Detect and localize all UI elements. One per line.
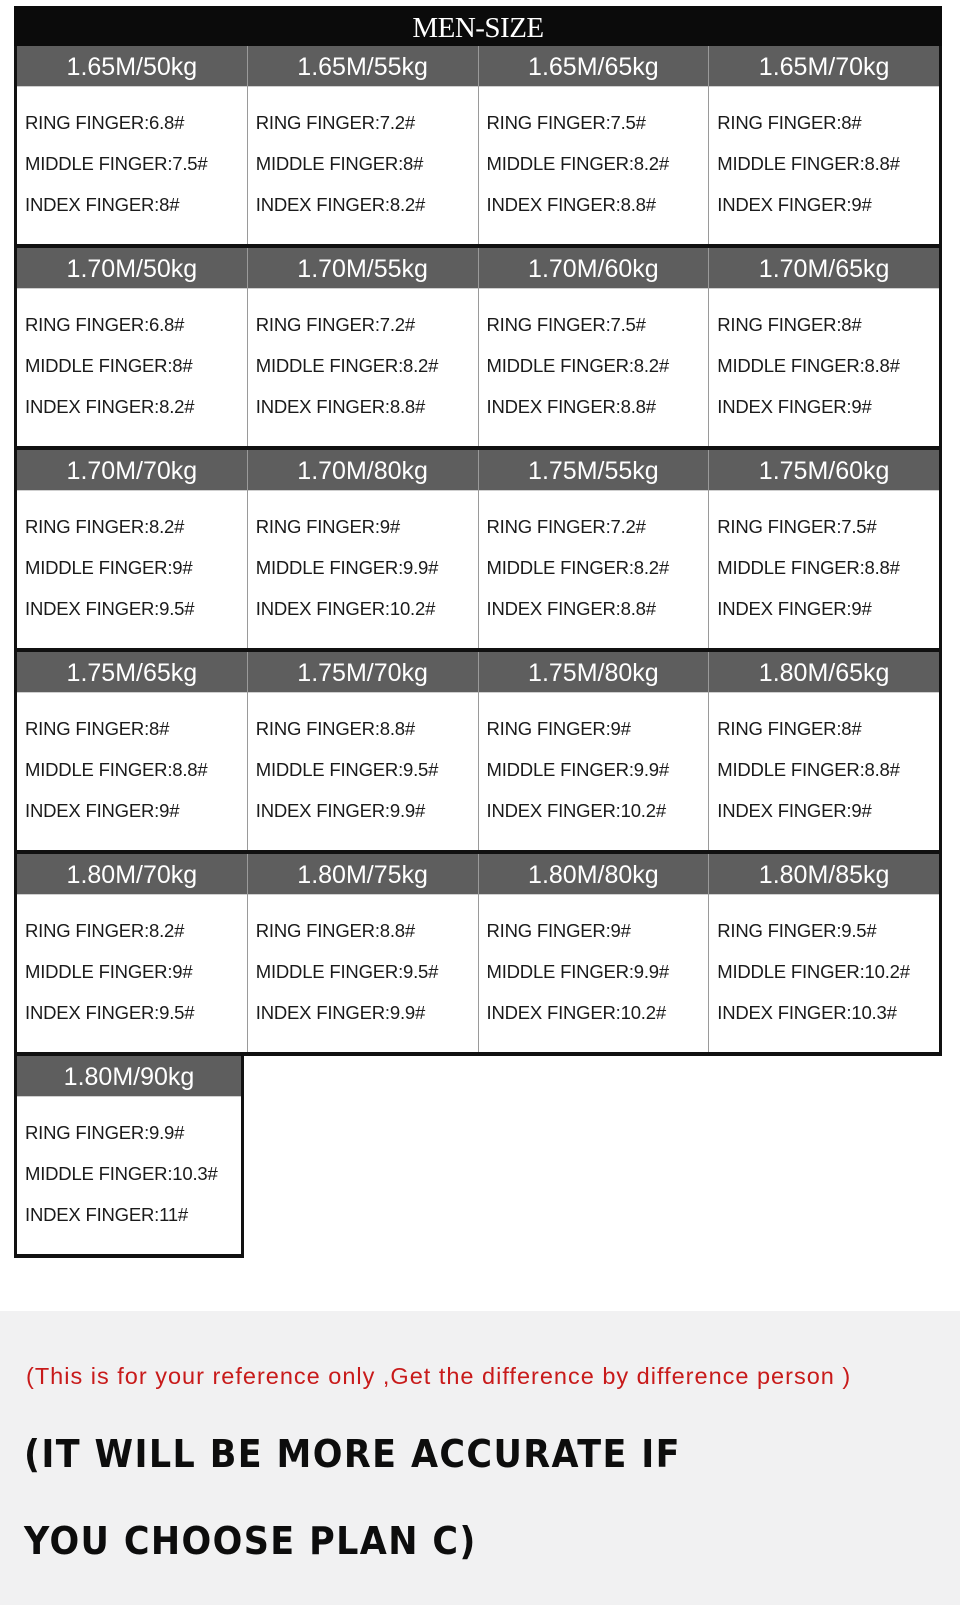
size-header: 1.80M/80kg [479,854,709,895]
size-cell [709,854,939,1052]
ring-finger-value: RING FINGER:6.8# [25,314,185,335]
size-chart [14,6,942,1258]
size-header: 1.75M/65kg [17,652,247,693]
size-cell [709,46,939,244]
ring-finger-value: RING FINGER:8.2# [25,516,185,537]
index-finger-value: INDEX FINGER:8.2# [25,396,195,417]
ring-finger-value: RING FINGER:9# [486,718,631,739]
index-finger-value: INDEX FINGER:8.8# [486,194,656,215]
size-header: 1.70M/55kg [248,248,478,289]
middle-finger-value: MIDDLE FINGER:8.8# [717,153,900,174]
middle-finger-value: MIDDLE FINGER:8# [25,355,193,376]
index-finger-value: INDEX FINGER:8.8# [255,396,426,417]
ring-finger-value: RING FINGER:7.5# [486,314,646,335]
index-finger-value: INDEX FINGER:9# [717,194,872,215]
size-cell [479,46,710,244]
ring-finger-value: RING FINGER:8.8# [255,718,415,739]
middle-finger-value: MIDDLE FINGER:8.8# [25,759,208,780]
middle-finger-value: MIDDLE FINGER:9.5# [255,961,439,982]
size-header: 1.75M/55kg [479,450,709,491]
size-values [709,289,939,446]
size-header: 1.65M/55kg [248,46,478,87]
ring-finger-value: RING FINGER:9# [486,920,631,941]
chart-title: MEN-SIZE [14,6,942,46]
size-header: 1.70M/65kg [709,248,939,289]
middle-finger-value: MIDDLE FINGER:8.8# [717,355,900,376]
index-finger-value: INDEX FINGER:10.2# [255,598,436,619]
index-finger-value: INDEX FINGER:9# [717,800,872,821]
middle-finger-value: MIDDLE FINGER:8.8# [717,557,900,578]
index-finger-value: INDEX FINGER:8.8# [486,396,656,417]
size-header: 1.70M/60kg [479,248,709,289]
size-values [479,87,709,244]
size-cell [17,652,248,850]
index-finger-value: INDEX FINGER:9.9# [255,800,426,821]
size-header: 1.75M/70kg [248,652,478,693]
middle-finger-value: MIDDLE FINGER:8# [255,153,424,174]
index-finger-value: INDEX FINGER:10.3# [717,1002,897,1023]
size-cell [479,652,710,850]
index-finger-value: INDEX FINGER:9.9# [255,1002,426,1023]
size-header: 1.80M/75kg [248,854,478,895]
index-finger-value: INDEX FINGER:10.2# [486,800,666,821]
size-cell [17,450,248,648]
size-values [17,289,247,446]
ring-finger-value: RING FINGER:9.9# [25,1122,185,1143]
size-row [14,248,942,450]
size-header: 1.75M/60kg [709,450,939,491]
ring-finger-value: RING FINGER:7.2# [486,516,646,537]
middle-finger-value: MIDDLE FINGER:9# [25,961,193,982]
middle-finger-value: MIDDLE FINGER:7.5# [25,153,208,174]
size-cell [248,450,479,648]
reference-note: (This is for your reference only ,Get the difference by difference person ) [26,1363,852,1389]
ring-finger-value: RING FINGER:6.8# [25,112,185,133]
ring-finger-value: RING FINGER:9# [255,516,400,537]
size-header: 1.65M/50kg [17,46,247,87]
size-cell [17,248,248,446]
size-cell [17,1056,241,1254]
index-finger-value: INDEX FINGER:8# [25,194,180,215]
ring-finger-value: RING FINGER:7.5# [486,112,646,133]
size-cell [17,46,248,244]
plan-note-line-1: (IT WILL BE MORE ACCURATE IF [24,1432,681,1476]
index-finger-value: INDEX FINGER:11# [25,1204,189,1225]
size-header: 1.70M/80kg [248,450,478,491]
size-values [17,693,247,850]
size-header: 1.80M/65kg [709,652,939,693]
middle-finger-value: MIDDLE FINGER:8.2# [486,355,669,376]
ring-finger-value: RING FINGER:8# [717,314,862,335]
size-values [479,693,709,850]
size-values [248,491,478,648]
middle-finger-value: MIDDLE FINGER:9.5# [255,759,439,780]
size-values [248,289,478,446]
ring-finger-value: RING FINGER:7.2# [255,314,415,335]
size-cell [248,652,479,850]
size-values [479,491,709,648]
index-finger-value: INDEX FINGER:8.8# [486,598,656,619]
size-cell [479,248,710,446]
middle-finger-value: MIDDLE FINGER:9# [25,557,193,578]
size-header: 1.70M/50kg [17,248,247,289]
size-cell [248,854,479,1052]
size-cell [709,450,939,648]
middle-finger-value: MIDDLE FINGER:9.9# [486,961,669,982]
ring-finger-value: RING FINGER:8.2# [25,920,185,941]
size-row [14,1056,244,1258]
ring-finger-value: RING FINGER:8# [717,718,862,739]
index-finger-value: INDEX FINGER:9# [25,800,180,821]
size-cell [709,248,939,446]
middle-finger-value: MIDDLE FINGER:8.2# [486,153,669,174]
ring-finger-value: RING FINGER:8# [25,718,170,739]
ring-finger-value: RING FINGER:8.8# [255,920,415,941]
middle-finger-value: MIDDLE FINGER:9.9# [486,759,669,780]
size-values [709,491,939,648]
size-header: 1.65M/65kg [479,46,709,87]
size-cell [709,652,939,850]
size-values [479,895,709,1052]
index-finger-value: INDEX FINGER:9.5# [25,1002,195,1023]
ring-finger-value: RING FINGER:7.5# [717,516,877,537]
middle-finger-value: MIDDLE FINGER:10.2# [717,961,910,982]
ring-finger-value: RING FINGER:9.5# [717,920,877,941]
size-header: 1.65M/70kg [709,46,939,87]
size-cell [479,450,710,648]
size-values [17,1097,241,1254]
middle-finger-value: MIDDLE FINGER:9.9# [255,557,439,578]
size-cell [479,854,710,1052]
size-values [709,895,939,1052]
size-values [709,693,939,850]
size-row [14,854,942,1056]
index-finger-value: INDEX FINGER:9# [717,396,872,417]
size-values [248,693,478,850]
ring-finger-value: RING FINGER:8# [717,112,862,133]
size-values [17,491,247,648]
size-header: 1.80M/70kg [17,854,247,895]
size-row [14,450,942,652]
size-row [14,46,942,248]
plan-note-line-2: YOU CHOOSE PLAN C) [24,1519,477,1563]
index-finger-value: INDEX FINGER:9.5# [25,598,195,619]
size-header: 1.80M/85kg [709,854,939,895]
size-values [479,289,709,446]
index-finger-value: INDEX FINGER:10.2# [486,1002,666,1023]
size-values [17,895,247,1052]
size-cell [248,46,479,244]
middle-finger-value: MIDDLE FINGER:8.2# [255,355,439,376]
ring-finger-value: RING FINGER:7.2# [255,112,415,133]
size-header: 1.70M/70kg [17,450,247,491]
size-grid [14,46,942,1258]
size-header: 1.75M/80kg [479,652,709,693]
size-values [248,87,478,244]
size-row [14,652,942,854]
middle-finger-value: MIDDLE FINGER:8.8# [717,759,900,780]
middle-finger-value: MIDDLE FINGER:8.2# [486,557,669,578]
index-finger-value: INDEX FINGER:9# [717,598,872,619]
size-header: 1.80M/90kg [17,1056,241,1097]
size-values [17,87,247,244]
size-cell [248,248,479,446]
index-finger-value: INDEX FINGER:8.2# [255,194,426,215]
size-cell [17,854,248,1052]
size-values [248,895,478,1052]
size-values [709,87,939,244]
middle-finger-value: MIDDLE FINGER:10.3# [25,1163,218,1184]
